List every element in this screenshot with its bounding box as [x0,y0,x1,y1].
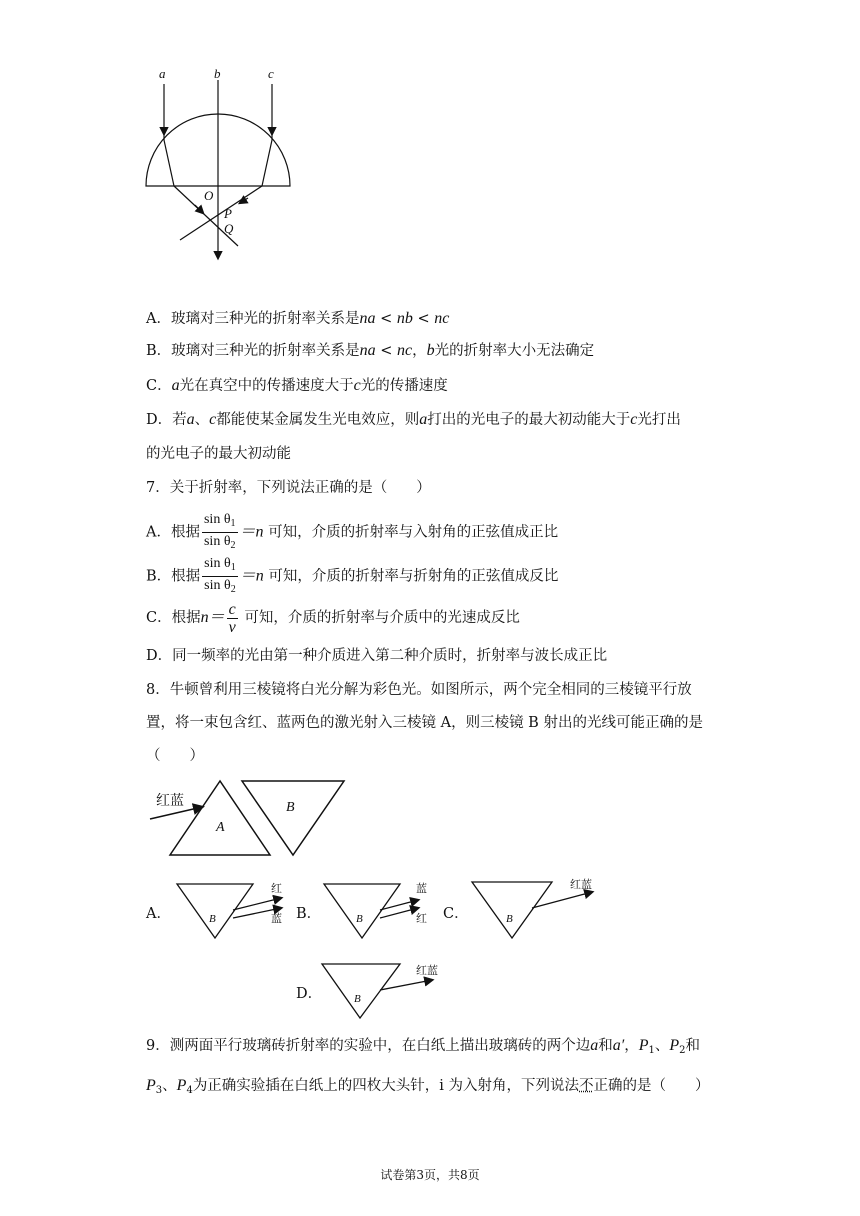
prism-A-label: A [216,820,225,835]
q8-stem-3: （ ） [146,748,204,764]
q7-option-D: D．同一频率的光由第一种介质进入第二种介质时，折射率与波长成正比 [146,648,608,664]
label-b: b [214,66,221,81]
c-over-v-fraction: $\frac{c}{v}$ [228,600,236,636]
prism-A [170,781,270,855]
prism-B-label: B [286,800,295,815]
prism-B [242,781,344,855]
q7-option-A: A．根据 $\frac{\sin \theta_1}{\sin \theta_2}$ ＝n 可知，介质的折射率与入射角的正弦值成正比 [146,511,558,554]
page-footer: 试卷第3页，共8页 [380,1168,480,1182]
q8-option-C-figure [470,876,620,940]
ray-c-out [180,186,262,240]
q8-stem-1: 8．牛顿曾利用三棱镜将白光分解为彩色光。如图所示，两个完全相同的三棱镜平行放 [146,682,692,698]
svg-text:B: B [209,913,216,925]
q8-option-B-figure [322,878,462,942]
q9-stem-1: 9．测两面平行玻璃砖折射率的实验中，在白纸上描出玻璃砖的两个边a和a′，$P_1$、$P_2$和 [146,1037,701,1056]
q6-option-C: C．a光在真空中的传播速度大于c光的传播速度 [146,377,448,394]
q8-option-A-label: A． [146,906,171,922]
svg-text:红: 红 [416,913,427,925]
sin-ratio-fraction: $\frac{\sin \theta_1}{\sin \theta_2}$ [204,556,236,595]
two-prisms-figure [0,775,860,875]
q8-option-B-label: B． [296,906,322,922]
svg-text:蓝: 蓝 [416,883,427,895]
svg-text:红蓝: 红蓝 [570,879,592,891]
q6-option-B: B．玻璃对三种光的折射率关系是na < nc，b光的折射率大小无法确定 [146,342,595,359]
label-P: P [224,206,232,221]
sin-ratio-fraction: $\frac{\sin \theta_1}{\sin \theta_2}$ [203,512,236,551]
label-Q: Q [224,221,234,236]
svg-text:B: B [356,913,363,925]
q8-option-C-label: C． [443,906,469,922]
beam-label: 红蓝 [156,794,184,809]
q9-stem-2: $P_3$、$P_4$为正确实验插在白纸上的四枚大头针，i 为入射角，下列说法不正确的是（ ） [146,1077,710,1096]
svg-text:蓝: 蓝 [271,913,282,925]
q8-option-D-figure [320,958,470,1022]
q6-option-D: D．若a、c都能使某金属发生光电效应，则a打出的光电子的最大初动能大于c光打出 [146,411,681,428]
q7-stem: 7．关于折射率，下列说法正确的是（ ） [146,480,431,496]
label-a: a [159,66,166,81]
label-O: O [204,188,214,203]
q6-option-D-cont: 的光电子的最大初动能 [146,446,291,462]
svg-text:B: B [506,913,513,925]
ray-c-glass [262,140,272,186]
label-c: c [268,66,274,81]
q6-option-A: A．玻璃对三种光的折射率关系是na < nb < nc [146,310,450,327]
svg-text:B: B [354,993,361,1005]
q7-option-B: B．根据 $\frac{\sin \theta_1}{\sin \theta_2}$ ＝n 可知，介质的折射率与折射角的正弦值成反比 [146,555,558,598]
svg-text:红蓝: 红蓝 [416,965,438,977]
svg-text:红: 红 [271,883,282,895]
q8-option-D-label: D． [296,986,323,1002]
q7-option-C: C．根据n＝ $\frac{c}{v}$ 可知，介质的折射率与介质中的光速成反比 [146,600,520,636]
semicircle-refraction-figure [0,0,860,280]
emphasis-not: 不 [579,1078,594,1094]
q8-stem-2: 置，将一束包含红、蓝两色的激光射入三棱镜 A，则三棱镜 B 射出的光线可能正确的是 [146,715,703,731]
ray-a-glass [164,140,174,186]
